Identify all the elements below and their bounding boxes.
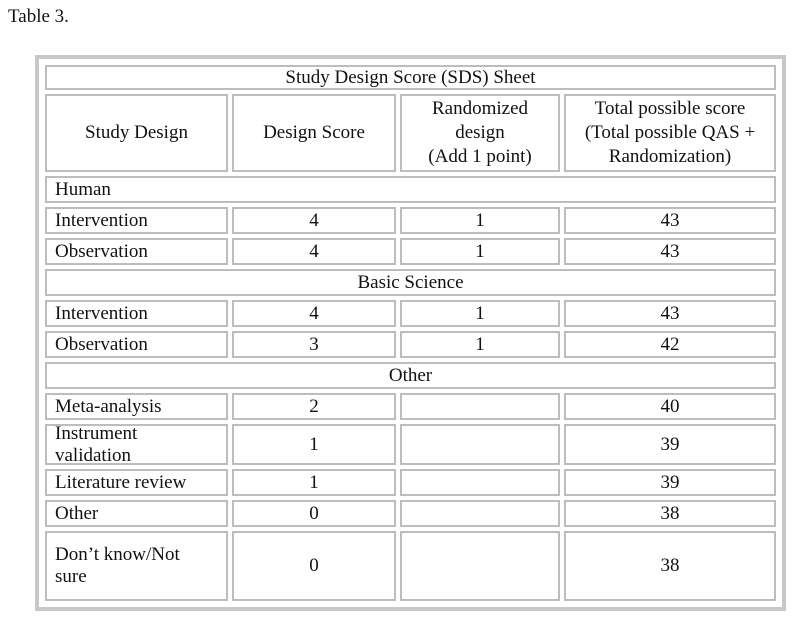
row-randomized (400, 500, 560, 527)
row-design (45, 424, 228, 465)
row-design-line1: Don’t know/Not (55, 544, 180, 565)
header-design-score: Design Score (232, 94, 396, 172)
row-design-score: 1 (232, 424, 396, 465)
header-total-possible-score (564, 94, 776, 172)
row-design (45, 531, 228, 601)
section-other: Other (45, 362, 776, 389)
row-design: Meta-analysis (45, 393, 228, 420)
row-design-score: 4 (232, 300, 396, 327)
header-study-design: Study Design (45, 94, 228, 172)
header-total-line3: Randomization) (608, 146, 732, 167)
row-design-score: 2 (232, 393, 396, 420)
table-title: Study Design Score (SDS) Sheet (45, 65, 776, 90)
row-randomized (400, 531, 560, 601)
row-total: 43 (564, 300, 776, 327)
row-total: 40 (564, 393, 776, 420)
row-randomized: 1 (400, 331, 560, 358)
row-design: Other (45, 500, 228, 527)
row-randomized: 1 (400, 238, 560, 265)
section-basic-science: Basic Science (45, 269, 776, 296)
row-design: Literature review (45, 469, 228, 496)
row-randomized (400, 424, 560, 465)
row-randomized: 1 (400, 207, 560, 234)
row-total: 38 (564, 500, 776, 527)
table-caption: Table 3. (8, 6, 69, 27)
header-total-line2: (Total possible QAS + (584, 122, 756, 143)
row-total: 38 (564, 531, 776, 601)
row-design-line2: sure (55, 566, 87, 587)
section-human: Human (45, 176, 776, 203)
row-design-score: 4 (232, 207, 396, 234)
row-randomized: 1 (400, 300, 560, 327)
row-total: 42 (564, 331, 776, 358)
row-design-line1: Instrument (55, 424, 138, 444)
row-total: 43 (564, 238, 776, 265)
row-design: Intervention (45, 207, 228, 234)
row-design-score: 3 (232, 331, 396, 358)
row-randomized (400, 393, 560, 420)
row-design-score: 0 (232, 500, 396, 527)
header-randomized-line2: design (455, 122, 505, 143)
row-randomized (400, 469, 560, 496)
row-total: 43 (564, 207, 776, 234)
header-randomized-line1: Randomized (431, 98, 529, 119)
row-design-score: 4 (232, 238, 396, 265)
row-design: Observation (45, 238, 228, 265)
header-randomized-line3: (Add 1 point) (428, 146, 532, 167)
row-total: 39 (564, 469, 776, 496)
row-design-score: 1 (232, 469, 396, 496)
row-design: Intervention (45, 300, 228, 327)
header-total-line1: Total possible score (594, 98, 746, 119)
row-total: 39 (564, 424, 776, 465)
study-design-score-table (45, 65, 776, 601)
row-design-score: 0 (232, 531, 396, 601)
header-randomized-design (400, 94, 560, 172)
row-design-line2: validation (55, 444, 131, 465)
row-design: Observation (45, 331, 228, 358)
table-frame (35, 55, 786, 611)
